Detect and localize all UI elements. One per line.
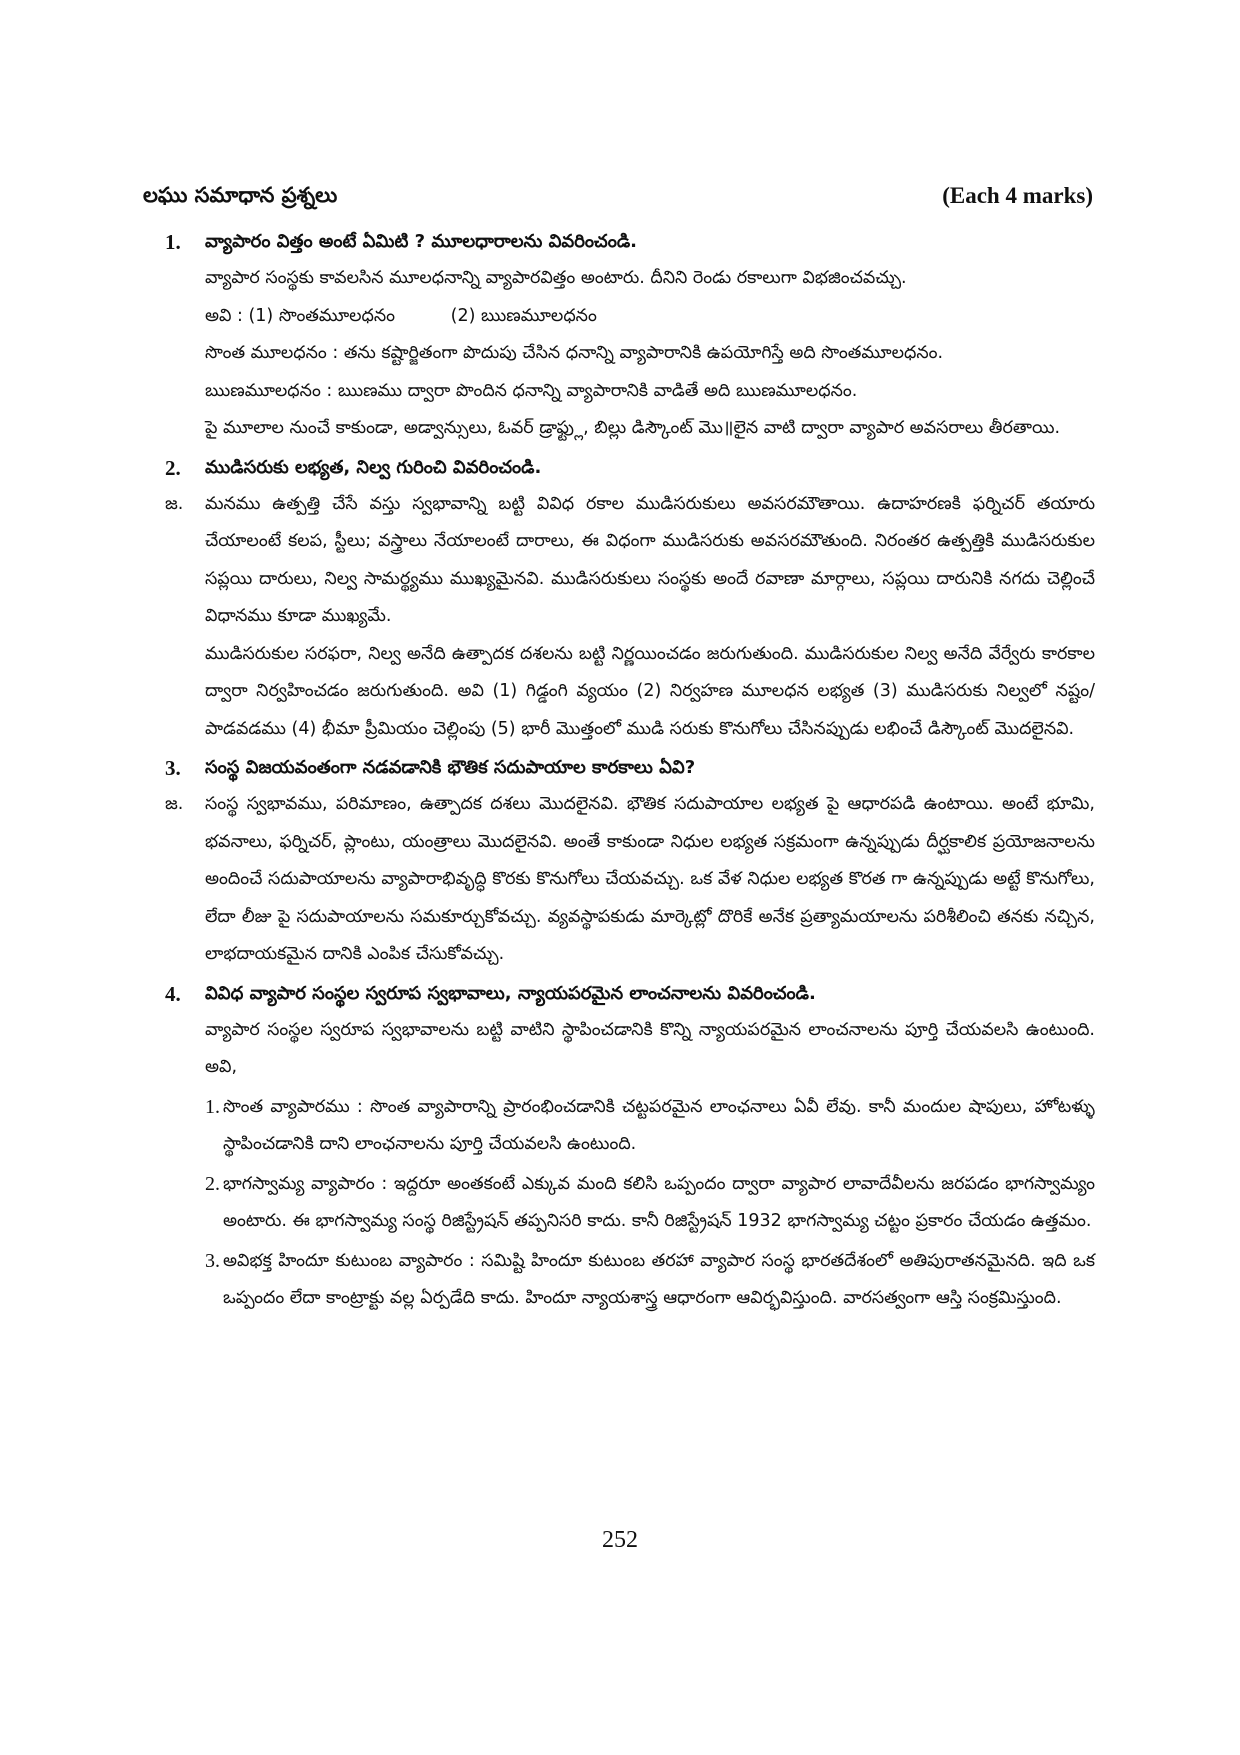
sub-item-number: 1. bbox=[205, 1095, 220, 1118]
question-title: సంస్థ విజయవంతంగా నడవడానికి భౌతిక సదుపాయాల కారకాలు ఏవి? bbox=[205, 757, 696, 778]
sub-item-text: భాగస్వామ్య వ్యాపారం : ఇద్దరూ అంతకంటే ఎక్కువ మంది కలిసి ఒప్పందం ద్వారా వ్యాపార లావాదేవీలను జరపడం భాగస్వామ్యం అంటారు. ఈ భాగస్వామ్య సంస్థ రిజిస్ట్రేషన్ తప్పనిసరి కాదు. కానీ రిజిస్ట్రేషన్ 1932 భాగస్వామ్య చట్టం ప్రకారం చేయడం ఉత్తమం. bbox=[223, 1173, 1095, 1231]
answer-paragraph: సంస్థ స్వభావము, పరిమాణం, ఉత్పాదక దశలు మొదలైనవి. భౌతిక సదుపాయాల లభ్యత పై ఆధారపడి ఉంటాయి. అంటే భూమి, భవనాలు, ఫర్నిచర్, ప్లాంటు, యంత్రాలు మొదలైనవి. అంతే కాకుండా నిధుల లభ్యత సక్రమంగా ఉన్నప్పుడు దీర్ఘకాలిక ప్రయోజనాలను అందించే సదుపాయాలను వ్యాపారాభివృద్ధి కొరకు కొనుగోలు చేయవచ్చు. ఒక వేళ నిధుల లభ్యత కొరత గా ఉన్నప్పుడు అట్టే కొనుగోలు, లేదా లీజు పై సదుపాయాలను సమకూర్చుకోవచ్చు. వ్యవస్థాపకుడు మార్కెట్లో దొరికే అనేక ప్రత్యామయాలను పరిశీలించి తనకు నచ్చిన, లాభదాయకమైన దానికి ఎంపిక చేసుకోవచ్చు. bbox=[205, 794, 1095, 964]
answer-paragraph: ముడిసరుకుల సరఫరా, నిల్వ అనేది ఉత్పాదక దశలను బట్టి నిర్ణయించడం జరుగుతుంది. ముడిసరుకుల నిల్వ అనేది వేర్వేరు కారకాల ద్వారా నిర్వహించడం జరుగుతుంది. అవి (1) గిడ్డంగి వ్యయం (2) నిర్వహణ మూలధన లభ్యత (3) ముడిసరుకు నిల్వలో నష్టం/ పాడవడము (4) భీమా ప్రీమియం చెల్లింపు (5) భారీ మొత్తంలో ముడి సరుకు కొనుగోలు చేసినప్పుడు లభించే డిస్కౌంట్ మొదలైనవి. bbox=[205, 643, 1095, 739]
question-title: వివిధ వ్యాపార సంస్థల స్వరూప స్వభావాలు, న్యాయపరమైన లాంచనాలను వివరించండి. bbox=[205, 982, 816, 1004]
section-title: లఘు సమాధాన ప్రశ్నలు bbox=[143, 183, 338, 207]
answer-paragraph: మనము ఉత్పత్తి చేసే వస్తు స్వభావాన్ని బట్టి వివిధ రకాల ముడిసరుకులు అవసరమౌతాయి. ఉదాహరణకి ఫర్నిచర్ తయారు చేయాలంటే కలప, స్టీలు; వస్త్రాలు నేయాలంటే దారాలు, ఈ విధంగా ముడిసరుకు అవసరమౌతుంది. నిరంతర ఉత్పత్తికి ముడిసరుకుల సప్లయి దారులు, నిల్వ సామర్థ్యము ముఖ్యమైనవి. ముడిసరుకులు సంస్థకు అందే రవాణా మార్గాలు, సప్లయి దారునికి నగదు చెల్లించే విధానము కూడా ముఖ్యమే. bbox=[205, 493, 1095, 626]
question-title: ముడిసరుకు లభ్యత, నిల్వ గురించి వివరించండి. bbox=[205, 456, 542, 478]
question-number: 4. bbox=[165, 981, 181, 1006]
answer-paragraph: ఋణమూలధనం : ఋణము ద్వారా పొందిన ధనాన్ని వ్యాపారానికి వాడితే అది ఋణమూలధనం. bbox=[205, 380, 858, 401]
question-2-answer bbox=[165, 486, 1095, 749]
question-1-answer bbox=[165, 260, 1095, 448]
answer-paragraph: పై మూలాల నుంచే కాకుండా, అడ్వాన్సులు, ఓవర్ డ్రాఫ్ట్లు, బిల్లు డిస్కౌంట్ మొ॥లైన వాటి ద్వారా వ్యాపార అవసరాలు తీరతాయి. bbox=[205, 418, 1061, 438]
question-number: 1. bbox=[165, 230, 181, 254]
answer-paragraph: వ్యాపార సంస్థకు కావలసిన మూలధనాన్ని వ్యాపారవిత్తం అంటారు. దీనిని రెండు రకాలుగా విభజించవచ్చు. bbox=[205, 268, 907, 288]
answer-label: జ. bbox=[165, 794, 184, 814]
sub-item-text: సొంత వ్యాపారము : సొంత వ్యాపారాన్ని ప్రారంభించడానికి చట్టపరమైన లాంఛనాలు ఏవీ లేవు. కానీ మందుల షాపులు, హోటళ్ళు స్థాపించడానికి దాని లాంఛనాలను పూర్తి చేయవలసి ఉంటుంది. bbox=[223, 1096, 1095, 1154]
question-1-title-row bbox=[165, 224, 1095, 260]
answer-label: జ. bbox=[165, 493, 184, 514]
sub-item-text: అవిభక్త హిందూ కుటుంబ వ్యాపారం : సమిష్టి హిందూ కుటుంబ తరహా వ్యాపార సంస్థ భారతదేశంలో అతిపురాతనమైనది. ఇది ఒక ఒప్పందం లేదా కాంట్రాక్టు వల్ల ఏర్పడేది కాదు. హిందూ న్యాయశాస్త్ర ఆధారంగా ఆవిర్భవిస్తుంది. వారసత్వంగా ఆస్తి సంక్రమిస్తుంది. bbox=[223, 1250, 1095, 1308]
question-4-answer bbox=[165, 1012, 1095, 1087]
question-list bbox=[165, 222, 1095, 1318]
question-4-title-row bbox=[165, 976, 1095, 1012]
answer-paragraph: వ్యాపార సంస్థల స్వరూప స్వభావాలను బట్టి వాటిని స్థాపించడానికి కొన్ని న్యాయపరమైన లాంచనాలను పూర్తి చేయవలసి ఉంటుంది. అవి, bbox=[205, 1019, 1095, 1077]
sub-item-number: 3. bbox=[205, 1249, 220, 1272]
sub-item-2 bbox=[165, 1166, 1095, 1241]
section-header bbox=[143, 183, 1093, 217]
sub-item-1 bbox=[165, 1089, 1095, 1164]
marks-note: (Each 4 marks) bbox=[942, 183, 1093, 208]
sub-item-3 bbox=[165, 1243, 1095, 1318]
answer-paragraph: అవి : (1) సొంతమూలధనం (2) ఋణమూలధనం bbox=[205, 305, 597, 326]
question-3-answer bbox=[165, 786, 1095, 974]
question-number: 2. bbox=[165, 455, 181, 480]
question-3-title-row bbox=[165, 750, 1095, 786]
answer-paragraph: సొంత మూలధనం : తను కష్టార్జితంగా పొదుపు చేసిన ధనాన్ని వ్యాపారానికి ఉపయోగిస్తే అది సొంతమూలధనం. bbox=[205, 343, 944, 363]
sub-item-number: 2. bbox=[205, 1172, 220, 1195]
page-number: 252 bbox=[602, 1527, 638, 1553]
question-2-title-row bbox=[165, 450, 1095, 486]
question-number: 3. bbox=[165, 756, 181, 780]
question-title: వ్యాపారం విత్తం అంటే ఏమిటి ? మూలధారాలను వివరించండి. bbox=[205, 231, 637, 252]
